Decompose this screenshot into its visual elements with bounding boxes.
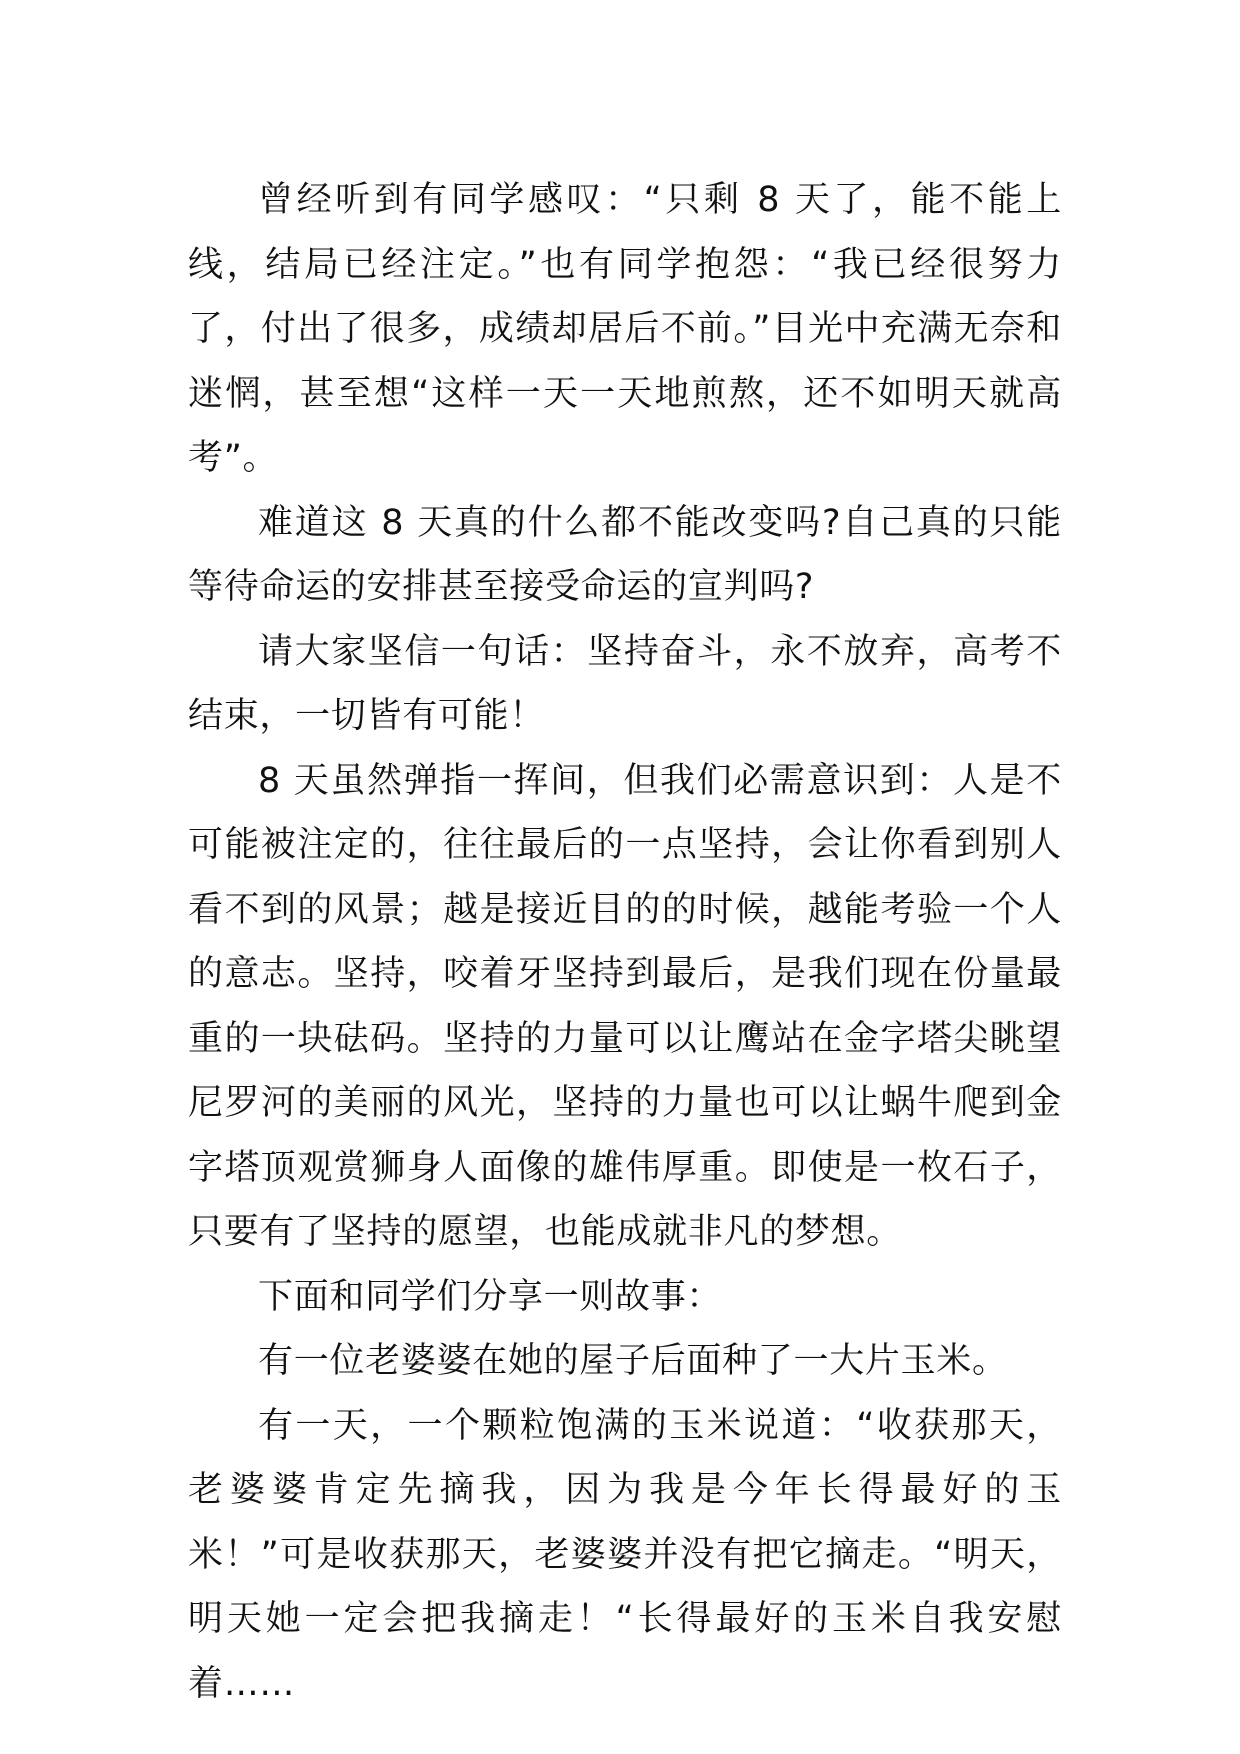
paragraph-persistence: 8 天虽然弹指一挥间，但我们必需意识到：人是不可能被注定的，往往最后的一点坚持，会让你看到别人看不到的风景；越是接近目的的时候，越能考验一个人的意志。坚持，咬着牙坚持到最后，是我们现在份量最重的一块砝码。坚持的力量可以让鹰站在金字塔尖眺望尼罗河的美丽的风光，坚持的力量也可以让蜗牛爬到金字塔顶观赏狮身人面像的雄伟厚重。即使是一枚石子，只要有了坚持的愿望，也能成就非凡的梦想。	[188, 760, 1062, 1252]
paragraph-belief: 请大家坚信一句话：坚持奋斗，永不放弃，高考不结束，一切皆有可能！	[188, 631, 1062, 736]
paragraph-story-corn: 有一天，一个颗粒饱满的玉米说道：“收获那天，老婆婆肯定先摘我，因为我是今年长得最好的玉米！”可是收获那天，老婆婆并没有把它摘走。“明天，明天她一定会把我摘走！“长得最好的玉米自我安慰着……	[188, 1405, 1062, 1704]
paragraph-story-setup: 有一位老婆婆在她的屋子后面种了一大片玉米。	[258, 1341, 1008, 1381]
paragraph-question: 难道这 8 天真的什么都不能改变吗?自己真的只能等待命运的安排甚至接受命运的宣判吗?	[188, 502, 1062, 607]
paragraph-sigh-complaint: 曾经听到有同学感叹：“只剩 8 天了，能不能上线，结局已经注定。”也有同学抱怨：“我已经很努力了，付出了很多，成绩却居后不前。”目光中充满无奈和迷惘，甚至想“这样一天一天地煎熬，还不如明天就高考”。	[188, 180, 1062, 478]
document-body	[188, 168, 1062, 1716]
paragraph-story-intro: 下面和同学们分享一则故事：	[258, 1276, 723, 1317]
